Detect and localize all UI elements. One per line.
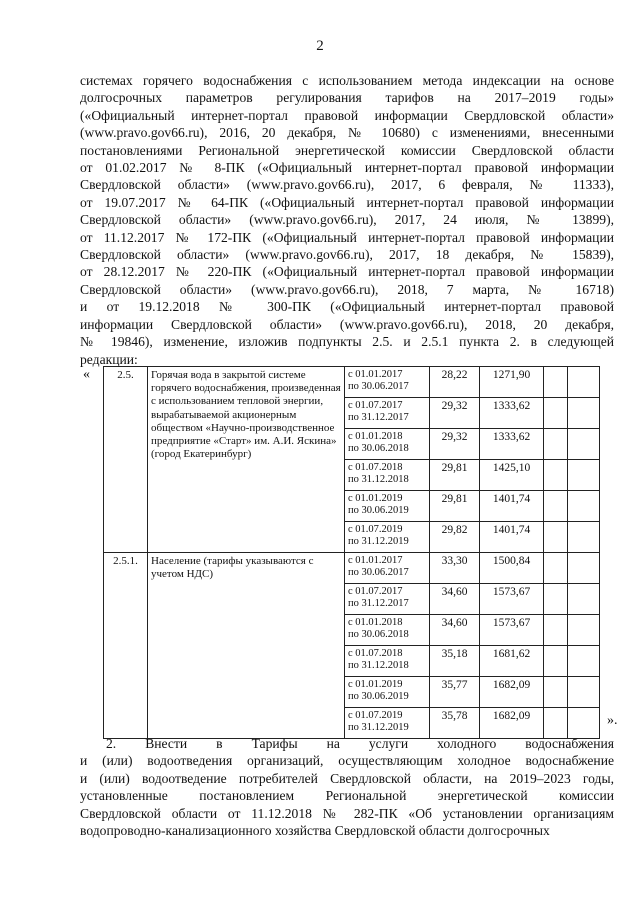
tariff-value: 1401,74: [480, 491, 544, 522]
period-from: с 01.01.2019: [348, 493, 403, 504]
period-to: по 30.06.2019: [348, 691, 409, 702]
period-to: по 30.06.2017: [348, 381, 409, 392]
empty-cell: [544, 367, 568, 398]
item-number: 2.5.1.: [104, 553, 148, 739]
tariff-value: 1573,67: [480, 584, 544, 615]
empty-cell: [544, 553, 568, 584]
period-from: с 01.07.2019: [348, 710, 403, 721]
empty-cell: [568, 429, 600, 460]
period-to: по 30.06.2018: [348, 443, 409, 454]
component-value: 29,32: [430, 398, 480, 429]
component-value: 35,18: [430, 646, 480, 677]
tariff-value: 1500,84: [480, 553, 544, 584]
period-to: по 31.12.2017: [348, 598, 409, 609]
period-cell: [345, 677, 430, 708]
quote-close: ».: [607, 713, 618, 728]
empty-cell: [544, 491, 568, 522]
text-line: и от 19.12.2018 № 300-ПК («Официальный интернет-портал правовой: [80, 299, 614, 315]
text-line: от 01.02.2017 № 8-ПК («Официальный интернет-портал правовой информации: [80, 160, 614, 176]
empty-cell: [568, 522, 600, 553]
period-from: с 01.01.2018: [348, 431, 403, 442]
text-line: от 28.12.2017 № 220-ПК («Официальный интернет-портал правовой информации: [80, 264, 614, 280]
empty-cell: [568, 491, 600, 522]
tariff-value: 1682,09: [480, 677, 544, 708]
component-value: 29,81: [430, 491, 480, 522]
tariff-value: 1333,62: [480, 429, 544, 460]
text-line: водопроводно-канализационного хозяйства Свердловской области долгосрочных: [80, 823, 550, 839]
period-from: с 01.07.2019: [348, 524, 403, 535]
period-cell: [345, 367, 430, 398]
period-cell: [345, 553, 430, 584]
tariff-value: 1271,90: [480, 367, 544, 398]
text-line: системах горячего водоснабжения с использованием метода индексации на основе: [80, 73, 614, 88]
tariff-value: 1333,62: [480, 398, 544, 429]
text-line: Свердловской области» (www.pravo.gov66.ru), 2017, 24 июля, № 13899),: [80, 212, 614, 228]
empty-cell: [568, 398, 600, 429]
text-line: № 19846), изменение, изложив подпункты 2.5. и 2.5.1 пункта 2. в следующей: [80, 334, 614, 350]
item-description: Горячая вода в закрытой системе горячего водоснабжения, произведенная с использованием тепловой энергии, вырабатываемой акционерным обществом «Научно-производственное предприятие «Старт» им. А.И. Яскина» (город Екатеринбург): [148, 367, 345, 553]
component-value: 34,60: [430, 584, 480, 615]
period-from: с 01.01.2017: [348, 369, 403, 380]
period-cell: [345, 646, 430, 677]
period-to: по 30.06.2019: [348, 505, 409, 516]
text-line: (www.pravo.gov66.ru), 2016, 20 декабря, № 10680) с изменениями, внесенными: [80, 125, 614, 141]
empty-cell: [568, 646, 600, 677]
empty-cell: [568, 553, 600, 584]
item-number: 2.5.: [104, 367, 148, 553]
period-from: с 01.07.2018: [348, 462, 403, 473]
intro-paragraph: [80, 72, 614, 368]
empty-cell: [544, 615, 568, 646]
text-line: Свердловской области от 11.12.2018 № 282-ПК «Об установлении организациям: [80, 805, 614, 821]
quote-open: «: [83, 367, 90, 382]
component-value: 35,77: [430, 677, 480, 708]
text-line: и (или) водоотведения организаций, осуществляющим холодное водоснабжение: [80, 753, 614, 769]
text-line: 2. Внести в Тарифы на услуги холодного водоснабжения: [106, 736, 614, 751]
period-cell: [345, 615, 430, 646]
text-line: Свердловской области» (www.pravo.gov66.ru), 2017, 6 февраля, № 11333),: [80, 177, 614, 193]
period-cell: [345, 522, 430, 553]
period-from: с 01.07.2017: [348, 400, 403, 411]
empty-cell: [544, 522, 568, 553]
period-cell: [345, 460, 430, 491]
period-cell: [345, 429, 430, 460]
tariff-value: 1682,09: [480, 708, 544, 739]
empty-cell: [544, 677, 568, 708]
page-number: 2: [316, 38, 324, 54]
tariff-value: 1401,74: [480, 522, 544, 553]
period-to: по 31.12.2017: [348, 412, 409, 423]
period-to: по 31.12.2018: [348, 474, 409, 485]
text-line: («Официальный интернет-портал правовой информации Свердловской области»: [80, 107, 614, 123]
outro-paragraph: [80, 735, 614, 839]
tariff-value: 1425,10: [480, 460, 544, 491]
empty-cell: [544, 429, 568, 460]
tariff-table: [103, 366, 600, 739]
empty-cell: [568, 708, 600, 739]
empty-cell: [544, 398, 568, 429]
tariff-value: 1573,67: [480, 615, 544, 646]
empty-cell: [568, 367, 600, 398]
component-value: 29,81: [430, 460, 480, 491]
period-from: с 01.07.2017: [348, 586, 403, 597]
text-line: редакции:: [80, 351, 138, 367]
text-line: от 11.12.2017 № 172-ПК («Официальный интернет-портал правовой информации: [80, 229, 614, 245]
period-from: с 01.01.2018: [348, 617, 403, 628]
text-line: установленные постановлением Региональной энергетической комиссии: [80, 788, 614, 804]
period-cell: [345, 398, 430, 429]
period-cell: [345, 491, 430, 522]
component-value: 33,30: [430, 553, 480, 584]
text-line: и (или) водоотведение потребителей Свердловской области, на 2019–2023 годы,: [80, 770, 614, 786]
table-row: [104, 553, 600, 584]
period-to: по 31.12.2019: [348, 536, 409, 547]
empty-cell: [544, 708, 568, 739]
empty-cell: [568, 677, 600, 708]
period-from: с 01.01.2019: [348, 679, 403, 690]
text-line: Свердловской области» (www.pravo.gov66.ru), 2017, 18 декабря, № 15839),: [80, 247, 614, 263]
component-value: 28,22: [430, 367, 480, 398]
empty-cell: [568, 460, 600, 491]
text-line: информации Свердловской области» (www.pravo.gov66.ru), 2018, 20 декабря,: [80, 316, 614, 332]
period-to: по 30.06.2017: [348, 567, 409, 578]
component-value: 35,78: [430, 708, 480, 739]
text-line: Свердловской области» (www.pravo.gov66.ru), 2018, 7 марта, № 16718): [80, 281, 614, 297]
component-value: 29,82: [430, 522, 480, 553]
empty-cell: [544, 646, 568, 677]
text-line: долгосрочных параметров регулирования тарифов на 2017–2019 годы»: [80, 90, 614, 106]
period-from: с 01.07.2018: [348, 648, 403, 659]
period-from: с 01.01.2017: [348, 555, 403, 566]
component-value: 34,60: [430, 615, 480, 646]
empty-cell: [544, 584, 568, 615]
empty-cell: [568, 584, 600, 615]
text-line: от 19.07.2017 № 64-ПК («Официальный интернет-портал правовой информации: [80, 194, 614, 210]
period-to: по 31.12.2019: [348, 722, 409, 733]
tariff-value: 1681,62: [480, 646, 544, 677]
table-row: [104, 367, 600, 398]
component-value: 29,32: [430, 429, 480, 460]
period-to: по 31.12.2018: [348, 660, 409, 671]
period-cell: [345, 708, 430, 739]
empty-cell: [544, 460, 568, 491]
empty-cell: [568, 615, 600, 646]
period-cell: [345, 584, 430, 615]
item-description: Население (тарифы указываются с учетом НДС): [148, 553, 345, 739]
text-line: постановлениями Региональной энергетической комиссии Свердловской области: [80, 142, 614, 158]
period-to: по 30.06.2018: [348, 629, 409, 640]
